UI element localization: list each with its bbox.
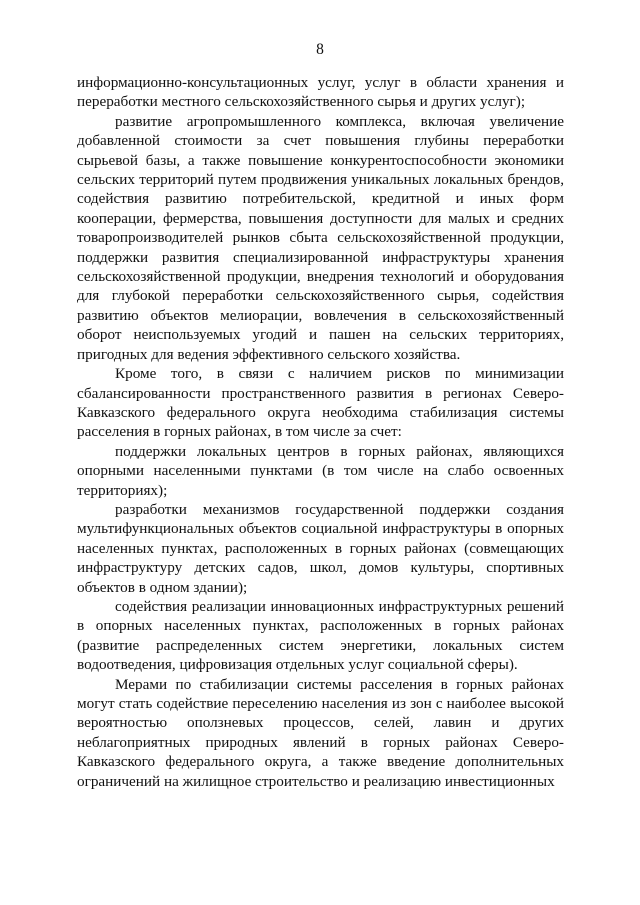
paragraph-6: содействия реализации инновационных инфраструктурных решений в опорных населенных пунктах, расположенных в горных районах (развитие распределенных систем энергетики, локальных систем водоотведения, цифровизация отдельных услуг социальной сферы).: [77, 597, 564, 674]
document-body: [77, 73, 564, 791]
page-number: 8: [316, 41, 324, 58]
paragraph-4: поддержки локальных центров в горных районах, являющихся опорными населенными пунктами (в том числе на слабо освоенных территориях);: [77, 442, 564, 499]
paragraph-7: Мерами по стабилизации системы расселения в горных районах могут стать содействие переселению населения из зон с наиболее высокой вероятностью оползневых процессов, селей, лавин и других неблагоприятных природных явлений в горных районах Северо-Кавказского федерального округа, а также введение дополнительных ограничений на жилищное строительство и реализацию инвестиционных: [77, 675, 564, 790]
paragraph-1: информационно-консультационных услуг, услуг в области хранения и переработки местного сельскохозяйственного сырья и других услуг);: [77, 74, 564, 111]
paragraph-2: развитие агропромышленного комплекса, включая увеличение добавленной стоимости за счет повышения глубины переработки сырьевой базы, а также повышение конкурентоспособности экономики сельских территорий путем продвижения уникальных локальных брендов, содействия развитию потребительской, кредитной и иных форм кооперации, фермерства, повышения доступности для малых и средних товаропроизводителей рынков сбыта сельскохозяйственной продукции, поддержки развития специализированной инфраструктуры хранения сельскохозяйственной продукции, внедрения технологий и оборудования для глубокой переработки сельскохозяйственного сырья, содействия развитию объектов мелиорации, вовлечения в сельскохозяйственный оборот неиспользуемых угодий и пашен на сельских территориях, пригодных для ведения эффективного сельского хозяйства.: [77, 112, 564, 363]
paragraph-5: разработки механизмов государственной поддержки создания мультифункциональных объектов социальной инфраструктуры в опорных населенных пунктах, расположенных в горных районах (совмещающих инфраструктуру детских садов, школ, домов культуры, спортивных объектов в одном здании);: [77, 500, 564, 596]
paragraph-3: Кроме того, в связи с наличием рисков по минимизации сбалансированности пространственного развития в регионах Северо-Кавказского федерального округа необходима стабилизация системы расселения в горных районах, в том числе за счет:: [77, 365, 564, 441]
